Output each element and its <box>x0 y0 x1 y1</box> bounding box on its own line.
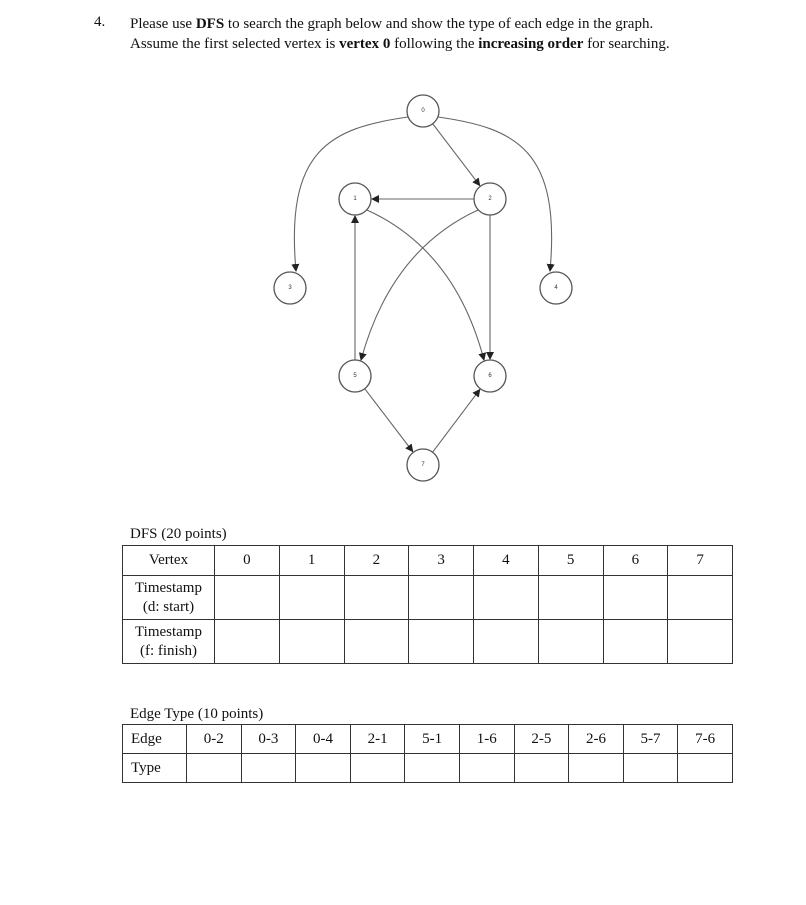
edge-type-answer-cell[interactable] <box>514 754 569 783</box>
question-number: 4. <box>94 14 106 30</box>
dfs-row-label-line2: (d: start) <box>142 598 195 615</box>
question-emphasis: vertex 0 <box>339 36 391 52</box>
dfs-answer-cell[interactable] <box>603 620 668 664</box>
dfs-vertex-header: 6 <box>603 546 668 576</box>
dfs-vertex-header: 2 <box>344 546 409 576</box>
graph-node-1 <box>339 183 371 215</box>
edge-name-header: 0-3 <box>241 725 296 754</box>
edge-type-answer-cell[interactable] <box>623 754 678 783</box>
question-text-run: for searching. <box>583 36 670 52</box>
graph-node-0 <box>407 95 439 127</box>
graph-edge-0-2 <box>433 124 480 186</box>
dfs-answer-cell[interactable] <box>668 620 733 664</box>
graph-node-6 <box>474 360 506 392</box>
edge-type-answer-cell[interactable] <box>296 754 351 783</box>
dfs-vertex-header: 5 <box>538 546 603 576</box>
edge-name-header: 2-5 <box>514 725 569 754</box>
dfs-answer-cell[interactable] <box>538 576 603 620</box>
edge-header-label: Edge <box>123 725 187 754</box>
dfs-answer-cell[interactable] <box>279 620 344 664</box>
edge-type-row <box>123 754 733 783</box>
dfs-answer-cell[interactable] <box>215 576 280 620</box>
question-text-run: to search the graph below and show the type of each edge in the graph. <box>224 16 654 32</box>
graph-node-label: 2 <box>488 196 492 202</box>
edge-name-header: 7-6 <box>678 725 733 754</box>
question-text-run: Assume the first selected vertex is <box>130 36 340 52</box>
edge-type-answer-cell[interactable] <box>350 754 405 783</box>
graph-node-label: 4 <box>554 285 558 291</box>
dfs-vertex-header: 3 <box>409 546 474 576</box>
question-text-run: Please use <box>130 16 196 32</box>
graph-node-4 <box>540 272 572 304</box>
graph-edge-2-5 <box>361 210 478 360</box>
dfs-timestamp-row <box>123 576 733 620</box>
dfs-timestamp-row <box>123 620 733 664</box>
graph-node-label: 6 <box>488 373 492 379</box>
dfs-row-label-line2: (f: finish) <box>139 642 198 659</box>
dfs-timestamp-table <box>122 545 733 664</box>
dfs-vertex-header: 1 <box>279 546 344 576</box>
graph-node-label: 0 <box>421 108 425 114</box>
dfs-answer-cell[interactable] <box>409 620 474 664</box>
dfs-row-label <box>123 620 215 664</box>
graph-node-3 <box>274 272 306 304</box>
edge-type-table <box>122 724 733 783</box>
edge-name-header: 2-1 <box>350 725 405 754</box>
dfs-vertex-header: 7 <box>668 546 733 576</box>
dfs-answer-cell[interactable] <box>668 576 733 620</box>
edge-type-answer-cell[interactable] <box>569 754 624 783</box>
graph-node-label: 7 <box>421 462 425 468</box>
edge-type-answer-cell[interactable] <box>187 754 242 783</box>
question-text-run: following the <box>390 36 479 52</box>
graph-edge-7-6 <box>433 390 480 453</box>
edge-type-answer-cell[interactable] <box>405 754 460 783</box>
graph-node-label: 5 <box>353 373 357 379</box>
graph-edge-1-6 <box>367 210 484 360</box>
graph-node-2 <box>474 183 506 215</box>
edge-type-answer-cell[interactable] <box>678 754 733 783</box>
dfs-answer-cell[interactable] <box>409 576 474 620</box>
edge-row-label: Type <box>123 754 187 783</box>
edge-header-row <box>123 725 733 754</box>
edge-name-header: 5-7 <box>623 725 678 754</box>
graph-edge-5-7 <box>365 389 413 452</box>
edge-type-section-title: Edge Type (10 points) <box>130 706 264 722</box>
question-emphasis: DFS <box>195 16 225 32</box>
edge-type-answer-cell[interactable] <box>459 754 514 783</box>
dfs-answer-cell[interactable] <box>344 620 409 664</box>
dfs-answer-cell[interactable] <box>344 576 409 620</box>
dfs-answer-cell[interactable] <box>603 576 668 620</box>
graph-node-7 <box>407 449 439 481</box>
dfs-answer-cell[interactable] <box>474 576 539 620</box>
dfs-header-label: Vertex <box>123 546 215 576</box>
dfs-vertex-header: 0 <box>215 546 280 576</box>
dfs-answer-cell[interactable] <box>215 620 280 664</box>
dfs-row-label <box>123 576 215 620</box>
graph-node-label: 1 <box>353 196 357 202</box>
dfs-vertex-header: 4 <box>474 546 539 576</box>
dfs-section-title: DFS (20 points) <box>130 526 227 542</box>
dfs-answer-cell[interactable] <box>474 620 539 664</box>
edge-name-header: 0-4 <box>296 725 351 754</box>
dfs-answer-cell[interactable] <box>538 620 603 664</box>
question-emphasis: increasing order <box>478 36 584 52</box>
dfs-answer-cell[interactable] <box>279 576 344 620</box>
dfs-row-label-line1: Timestamp <box>135 623 202 640</box>
graph-node-5 <box>339 360 371 392</box>
edge-type-answer-cell[interactable] <box>241 754 296 783</box>
edge-name-header: 1-6 <box>459 725 514 754</box>
edge-name-header: 2-6 <box>569 725 624 754</box>
edge-name-header: 5-1 <box>405 725 460 754</box>
dfs-row-label-line1: Timestamp <box>135 579 202 596</box>
edge-name-header: 0-2 <box>187 725 242 754</box>
dfs-header-row <box>123 546 733 576</box>
graph-node-label: 3 <box>288 285 292 291</box>
